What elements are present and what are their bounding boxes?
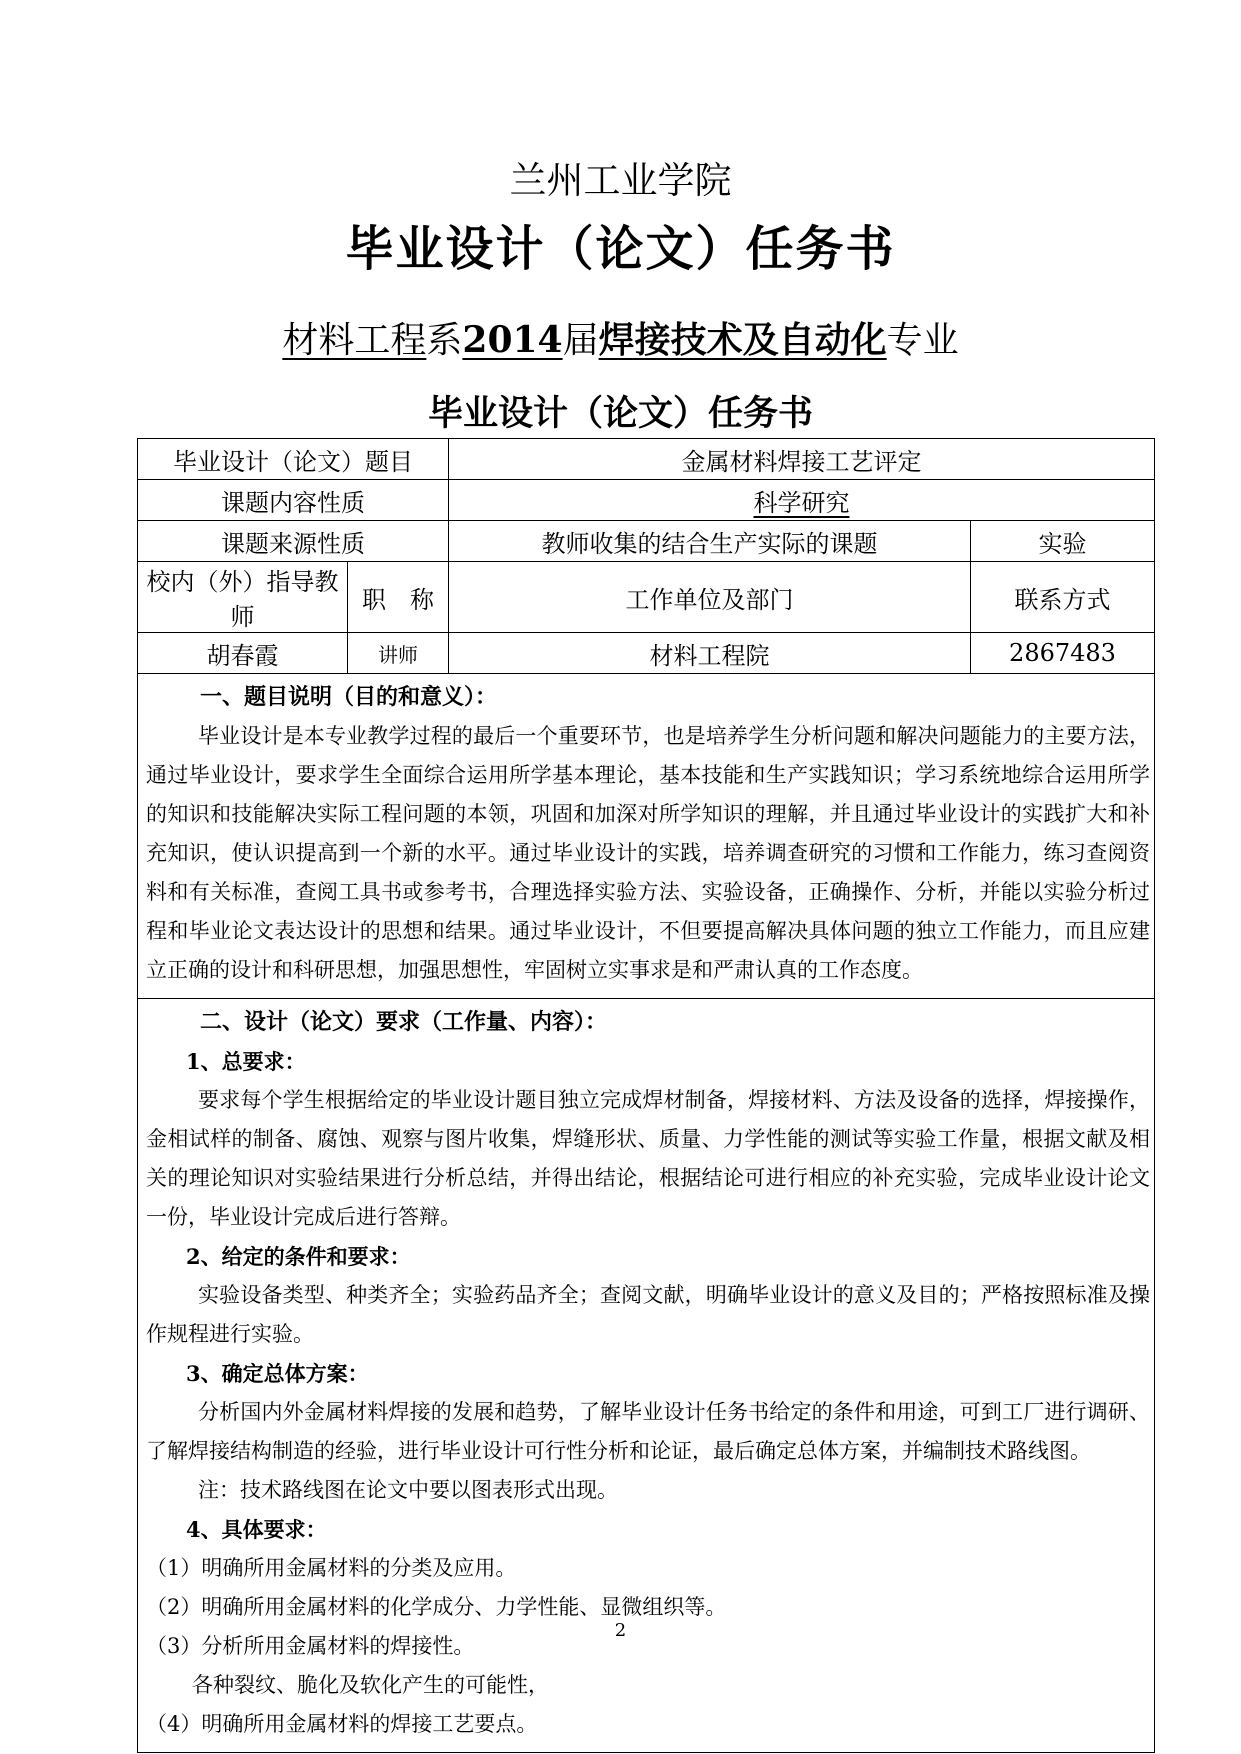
subheading: 3、确定总体方案： bbox=[186, 1361, 369, 1386]
topic-value: 金属材料焊接工艺评定 bbox=[449, 439, 1155, 480]
section-purpose bbox=[138, 674, 1155, 999]
table-row bbox=[138, 439, 1155, 480]
teacher-contact: 2867483 bbox=[971, 633, 1155, 674]
department-name: 材料工程 bbox=[282, 320, 427, 361]
list-item: 各种裂纹、脆化及软化产生的可能性， bbox=[192, 1673, 549, 1697]
list-item: （4）明确所用金属材料的焊接工艺要点。 bbox=[146, 1712, 538, 1736]
unit-header: 工作单位及部门 bbox=[449, 562, 971, 633]
department-suffix: 系 bbox=[426, 320, 463, 361]
section-body: 毕业设计是本专业教学过程的最后一个重要环节，也是培养学生分析问题和解决问题能力的主要方法，通过毕业设计，要求学生全面综合运用所学基本理论，基本技能和生产实践知识；学习系统地综合运用所学的知识和技能解决实际工程问题的本领，巩固和加深对所学知识的理解，并且通过毕业设计的实践扩大和补充知识，使认识提高到一个新的水平。通过毕业设计的实践，培养调查研究的习惯和工作能力，练习查阅资料和有关标准，查阅工具书或参考书，合理选择实验方法、实验设备，正确操作、分析，并能以实验分析过程和毕业论文表达设计的思想和结果。通过毕业设计，不但要提高解决具体问题的独立工作能力，而且应建立正确的设计和科研思想，加强思想性，牢固树立实事求是和严肃认真的工作态度。 bbox=[146, 724, 1150, 982]
source-type: 实验 bbox=[971, 521, 1155, 562]
source-value: 教师收集的结合生产实际的课题 bbox=[449, 521, 971, 562]
paragraph: 要求每个学生根据给定的毕业设计题目独立完成焊材制备，焊接材料、方法及设备的选择，焊接操作，金相试样的制备、腐蚀、观察与图片收集，焊缝形状、质量、力学性能的测试等实验工作量，根据文献及相关的理论知识对实验结果进行分析总结，并得出结论，根据结论可进行相应的补充实验，完成毕业设计论文一份，毕业设计完成后进行答辩。 bbox=[146, 1088, 1150, 1229]
table-row bbox=[138, 521, 1155, 562]
sub-title: 毕业设计（论文）任务书 bbox=[427, 393, 813, 434]
teacher-unit: 材料工程院 bbox=[449, 633, 971, 674]
source-label: 课题来源性质 bbox=[138, 521, 449, 562]
major-name: 焊接技术及自动化 bbox=[598, 319, 887, 361]
table-row bbox=[138, 480, 1155, 521]
table-row bbox=[138, 674, 1155, 999]
list-item: （3）分析所用金属材料的焊接性。 bbox=[146, 1634, 475, 1658]
nature-value: 科学研究 bbox=[753, 488, 850, 517]
paragraph: 实验设备类型、种类齐全；实验药品齐全；查阅文献，明确毕业设计的意义及目的；严格按照标准及操作规程进行实验。 bbox=[146, 1283, 1150, 1346]
graduation-year: 2014 bbox=[462, 319, 563, 361]
title-header: 职 称 bbox=[348, 562, 449, 633]
school-name: 兰州工业学院 bbox=[509, 159, 732, 202]
page-number: 2 bbox=[614, 1620, 627, 1641]
subheading: 2、给定的条件和要求： bbox=[186, 1244, 411, 1269]
table-row bbox=[138, 562, 1155, 633]
task-table bbox=[137, 438, 1155, 1753]
list-item: （1）明确所用金属材料的分类及应用。 bbox=[146, 1556, 517, 1580]
topic-label: 毕业设计（论文）题目 bbox=[138, 439, 449, 480]
paragraph: 分析国内外金属材料焊接的发展和趋势，了解毕业设计任务书给定的条件和用途，可到工厂进行调研、了解焊接结构制造的经验，进行毕业设计可行性分析和论证，最后确定总体方案，并编制技术路线图。 bbox=[146, 1400, 1150, 1463]
teacher-title: 讲师 bbox=[348, 633, 449, 674]
main-title: 毕业设计（论文）任务书 bbox=[345, 221, 896, 277]
teacher-name: 胡春霞 bbox=[138, 633, 348, 674]
section-heading: 二、设计（论文）要求（工作量、内容）： bbox=[200, 1009, 608, 1035]
table-row bbox=[138, 633, 1155, 674]
nature-label: 课题内容性质 bbox=[138, 480, 449, 521]
list-item: （2）明确所用金属材料的化学成分、力学性能、显微组织等。 bbox=[146, 1595, 727, 1619]
major-suffix: 专业 bbox=[886, 320, 959, 361]
subheading: 1、总要求： bbox=[186, 1049, 306, 1074]
year-suffix: 届 bbox=[562, 320, 599, 361]
note: 注：技术路线图在论文中要以图表形式出现。 bbox=[198, 1478, 618, 1502]
teacher-header: 校内（外）指导教师 bbox=[138, 562, 348, 633]
section-heading: 一、题目说明（目的和意义）： bbox=[200, 684, 498, 710]
contact-header: 联系方式 bbox=[971, 562, 1155, 633]
department-line bbox=[0, 312, 1241, 363]
subheading: 4、具体要求： bbox=[186, 1517, 327, 1542]
